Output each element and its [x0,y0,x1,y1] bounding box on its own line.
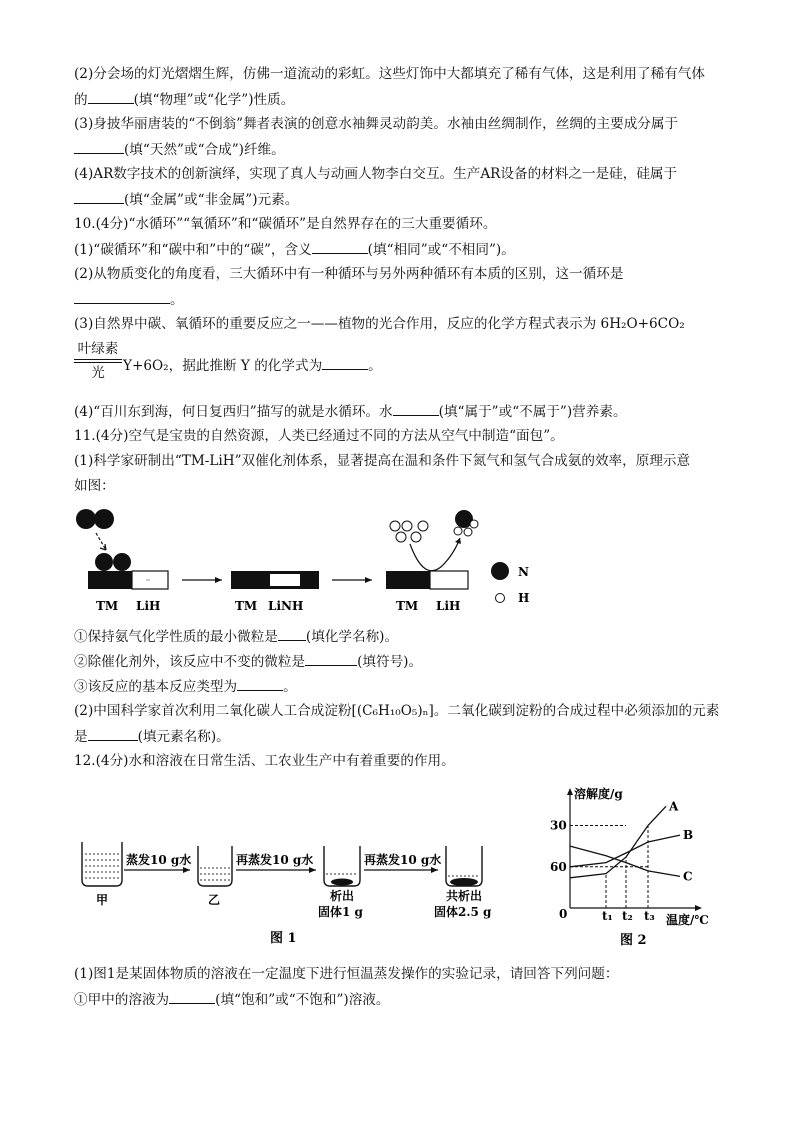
nitrogen-atom-icon [94,509,114,529]
q9-p2-line1: (2)分会场的灯光熠熠生辉，仿佛一道流动的彩虹。这些灯饰中大都填充了稀有气体，这是利用了稀有气体 [74,66,705,82]
y-axis-arrow-icon [567,788,573,795]
precipitate-icon [331,879,353,886]
catalyst-diagram [74,500,554,620]
caption-fig2: 图 2 [620,933,647,948]
equal-arrow [74,359,122,360]
hydrogen-atom-icon [402,521,412,531]
q9-p4-line1: (4)AR数字技术的创新演绎，实现了真人与动画人物李白交互。生产AR设备的材料之一是硅，硅属于 [74,166,678,182]
x-axis-label: 温度/℃ [666,913,709,927]
precipitate-icon [450,878,478,886]
tm-label: TM [235,599,258,613]
evaporate-arrow-icon [183,867,190,873]
y-tick-label: 60 [550,859,567,874]
evaporation-figure [74,830,514,950]
series-label-b: B [683,828,694,843]
hydrogen-atom-icon [411,532,421,542]
y-tick-label: 30 [550,818,567,833]
q10-p3: (3)自然界中碳、氧循环的重要反应之一——植物的光合作用，反应的化学方程式表示为 6H₂O+6CO₂ [74,316,685,332]
answer-blank[interactable] [278,627,306,641]
legend-n-label: N [518,565,529,579]
q9-p4-line2: (填“金属”或“非金属”)元素。 [74,190,298,209]
beaker-icon [198,846,232,886]
nitrogen-atom-icon [113,553,131,571]
nitrogen-atom-icon [95,553,113,571]
tm-label: TM [396,599,419,613]
reaction-arrow-icon [215,577,222,583]
beaker-label-jia: 甲 [96,893,109,907]
hydrogen-atom-icon [454,527,462,535]
x-axis-arrow-icon [695,905,702,911]
q11-p2-line1: (2)中国科学家首次利用二氧化碳人工合成淀粉[(C₆H₁₀O₅)ₙ]。二氧化碳到淀粉的合成过程中必须添加的元素 [74,703,720,719]
hydrogen-atom-icon [470,520,478,528]
q12-s1: ①甲中的溶液为 (填“饱和”或“不饱和”)溶液。 [74,992,390,1008]
q12-stem: 12.(4分)水和溶液在日常生活、工农业生产中有着重要的作用。 [74,753,455,769]
q11-s2: ②除催化剂外，该反应中不变的微粒是 (填符号)。 [74,654,423,670]
figure1-caption: 图 1 [270,931,297,946]
nitrogen-atom-icon [76,509,96,529]
beaker-icon [82,842,122,886]
x-tick-label: t₃ [644,909,655,923]
lih-label: LiH [436,599,461,613]
solubility-chart [548,778,728,950]
x-tick-label: t₁ [602,909,613,923]
answer-blank[interactable] [322,356,368,370]
answer-blank[interactable] [169,990,215,1004]
beaker-label-yi: 乙 [208,893,221,907]
lih-block [430,571,468,589]
q11-s1: ①保持氨气化学性质的最小微粒是 (填化学名称)。 [74,629,399,645]
answer-blank[interactable] [393,402,439,416]
solution-dots [200,868,230,880]
dashed-arrow-icon [96,533,106,550]
lih-label: LiH [136,599,161,613]
beaker3-label-1: 析出 [330,889,355,903]
answer-blank[interactable] [74,290,170,304]
answer-blank[interactable] [237,677,283,691]
q10-p3-rest: Y+6O₂，据此推断 Y 的化学式为 。 [123,358,382,374]
evaporate-arrow-icon [309,867,316,873]
series-label-c: C [683,869,693,884]
hydrogen-atom-icon [464,528,472,536]
answer-blank[interactable] [74,190,124,204]
tm-label: TM [96,599,119,613]
q9-p3-line1: (3)身披华丽唐装的“不倒翁”舞者表演的创意水袖舞灵动韵美。水袖由丝绸制作，丝绸的主要成分属于 [74,116,679,132]
q10-p1: (1)“碳循环”和“碳中和”中的“碳”，含义 (填“相同”或“不相同”)。 [74,242,515,258]
beaker4-label-2: 固体2.5 g [434,905,492,919]
hydrogen-atom-icon [396,532,406,542]
reaction-arrow-icon [365,577,372,583]
arrow-label: 再蒸发10 g水 [364,853,442,867]
answer-blank[interactable] [305,652,357,666]
condition-bottom: 光 [91,365,105,381]
x-tick-label: t₂ [622,909,633,923]
hydrogen-atom-icon [390,521,400,531]
dashed-arrow-icon [100,544,106,550]
answer-blank[interactable] [88,727,138,741]
q10-p2-answer: 。 [74,290,184,309]
legend-nitrogen-icon [491,562,509,580]
legend-hydrogen-icon [496,594,505,603]
arrow-label: 再蒸发10 g水 [236,853,314,867]
q11-p1-line2: 如图： [74,478,115,494]
condition-top: 叶绿素 [77,341,119,357]
linh-label: LiNH [268,599,304,613]
answer-blank[interactable] [88,90,134,104]
q9-p3-line2: (填“天然”或“合成”)纤维。 [74,140,285,159]
solution-dots [85,854,119,878]
q10-p2: (2)从物质变化的角度看，三大循环中有一种循环与另外两种循环有本质的区别，这一循环是 [74,266,624,282]
q9-p2-line2: 的 (填“物理”或“化学”)性质。 [74,92,295,108]
series-line-c [570,846,680,876]
reaction-path [410,538,460,571]
answer-blank[interactable] [74,140,124,154]
linh-block [270,574,300,586]
q11-s3: ③该反应的基本反应类型为 。 [74,679,297,695]
evaporate-arrow-icon [431,867,438,873]
q11-p2-line2: 是 (填元素名称)。 [74,729,230,745]
beaker3-label-2: 固体1 g [318,905,363,919]
q11-stem: 11.(4分)空气是宝贵的自然资源，人类已经通过不同的方法从空气中制造“面包”。 [74,428,564,444]
hydrogen-atom-icon [418,521,428,531]
q10-stem: 10.(4分)“水循环”“氧循环”和“碳循环”是自然界存在的三大重要循环。 [74,216,497,232]
tm-block [386,571,430,589]
series-label-a: A [669,799,679,814]
y-axis-label: 溶解度/g [574,787,623,801]
q11-p1-line1: (1)科学家研制出“TM-LiH”双催化剂体系，显著提高在温和条件下氮气和氢气合成氨的效率，原理示意 [74,453,691,469]
reaction-condition [74,341,122,383]
beaker4-label-1: 共析出 [446,889,483,903]
tm-block [88,571,132,589]
equal-arrow [74,362,122,363]
answer-blank[interactable] [312,240,368,254]
origin-label: 0 [559,907,568,921]
q12-p1: (1)图1是某固体物质的溶液在一定温度下进行恒温蒸发操作的实验记录，请回答下列问题： [74,966,619,982]
arrow-label: 蒸发10 g水 [126,853,192,867]
legend-h-label: H [518,591,530,605]
q10-p4: (4)“百川东到海，何日复西归”描写的就是水循环。水 (填“属于”或“不属于”)营养素。 [74,404,627,420]
